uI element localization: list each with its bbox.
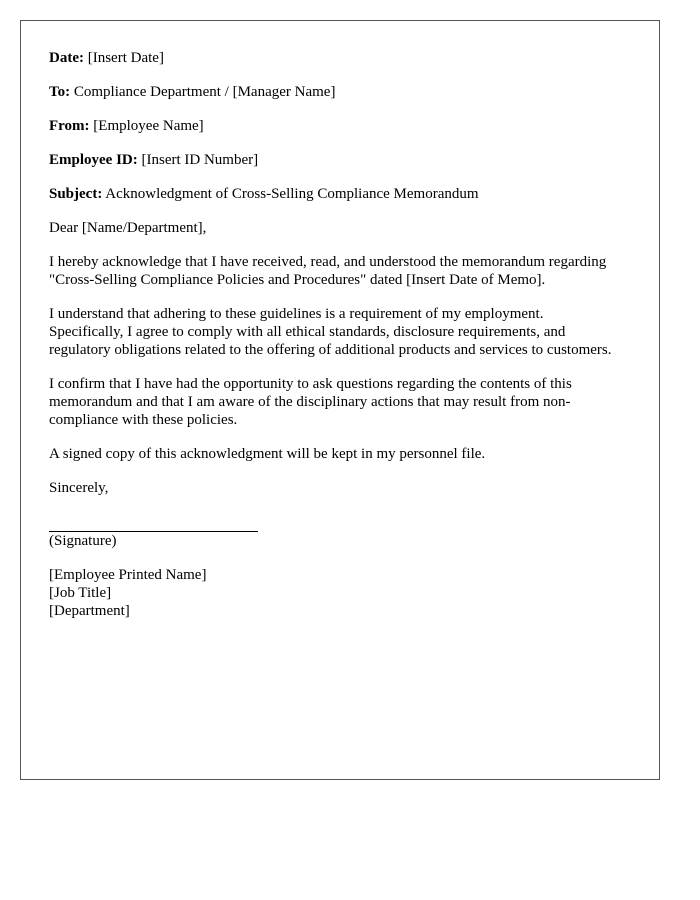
subject-line [49, 185, 619, 203]
to-line [49, 83, 619, 101]
date-value: [Insert Date] [87, 50, 164, 66]
subject-value: Acknowledgment of Cross-Selling Compliance Memorandum [105, 186, 479, 202]
date-label: Date: [49, 50, 84, 66]
signature-line [49, 513, 258, 532]
body-paragraph-4: A signed copy of this acknowledgment will be kept in my personnel file. [49, 446, 486, 462]
job-title: [Job Title] [49, 585, 112, 601]
from-value: [Employee Name] [93, 118, 204, 134]
signature-caption: (Signature) [49, 533, 117, 549]
subject-label: Subject: [49, 186, 103, 202]
closing: Sincerely, [49, 480, 109, 496]
employee-id-line [49, 151, 619, 169]
employee-id-value: [Insert ID Number] [141, 152, 259, 168]
department: [Department] [49, 603, 130, 619]
letter-content [49, 49, 619, 636]
from-line [49, 117, 619, 135]
from-label: From: [49, 118, 90, 134]
employee-id-label: Employee ID: [49, 152, 138, 168]
body-paragraph-3: I confirm that I have had the opportunity to ask questions regarding the contents of this memorandum and that I am aware of the disciplinary actions that may result from non-compliance with these policies. [49, 376, 572, 428]
body-paragraph-2: I understand that adhering to these guidelines is a requirement of my employment. Specifically, I agree to comply with all ethical standards, disclosure requirements, and regulatory obligations related to the offering of additional products and services to customers. [49, 306, 612, 358]
printed-name: [Employee Printed Name] [49, 567, 207, 583]
to-value: Compliance Department / [Manager Name] [73, 84, 336, 100]
signature-block [49, 566, 619, 620]
salutation: Dear [Name/Department], [49, 220, 207, 236]
to-label: To: [49, 84, 71, 100]
body-paragraph-1: I hereby acknowledge that I have received, read, and understood the memorandum regarding "Cross-Selling Compliance Policies and Procedures" dated [Insert Date of Memo]. [49, 254, 607, 288]
letter-page [20, 20, 660, 780]
date-line [49, 49, 619, 67]
